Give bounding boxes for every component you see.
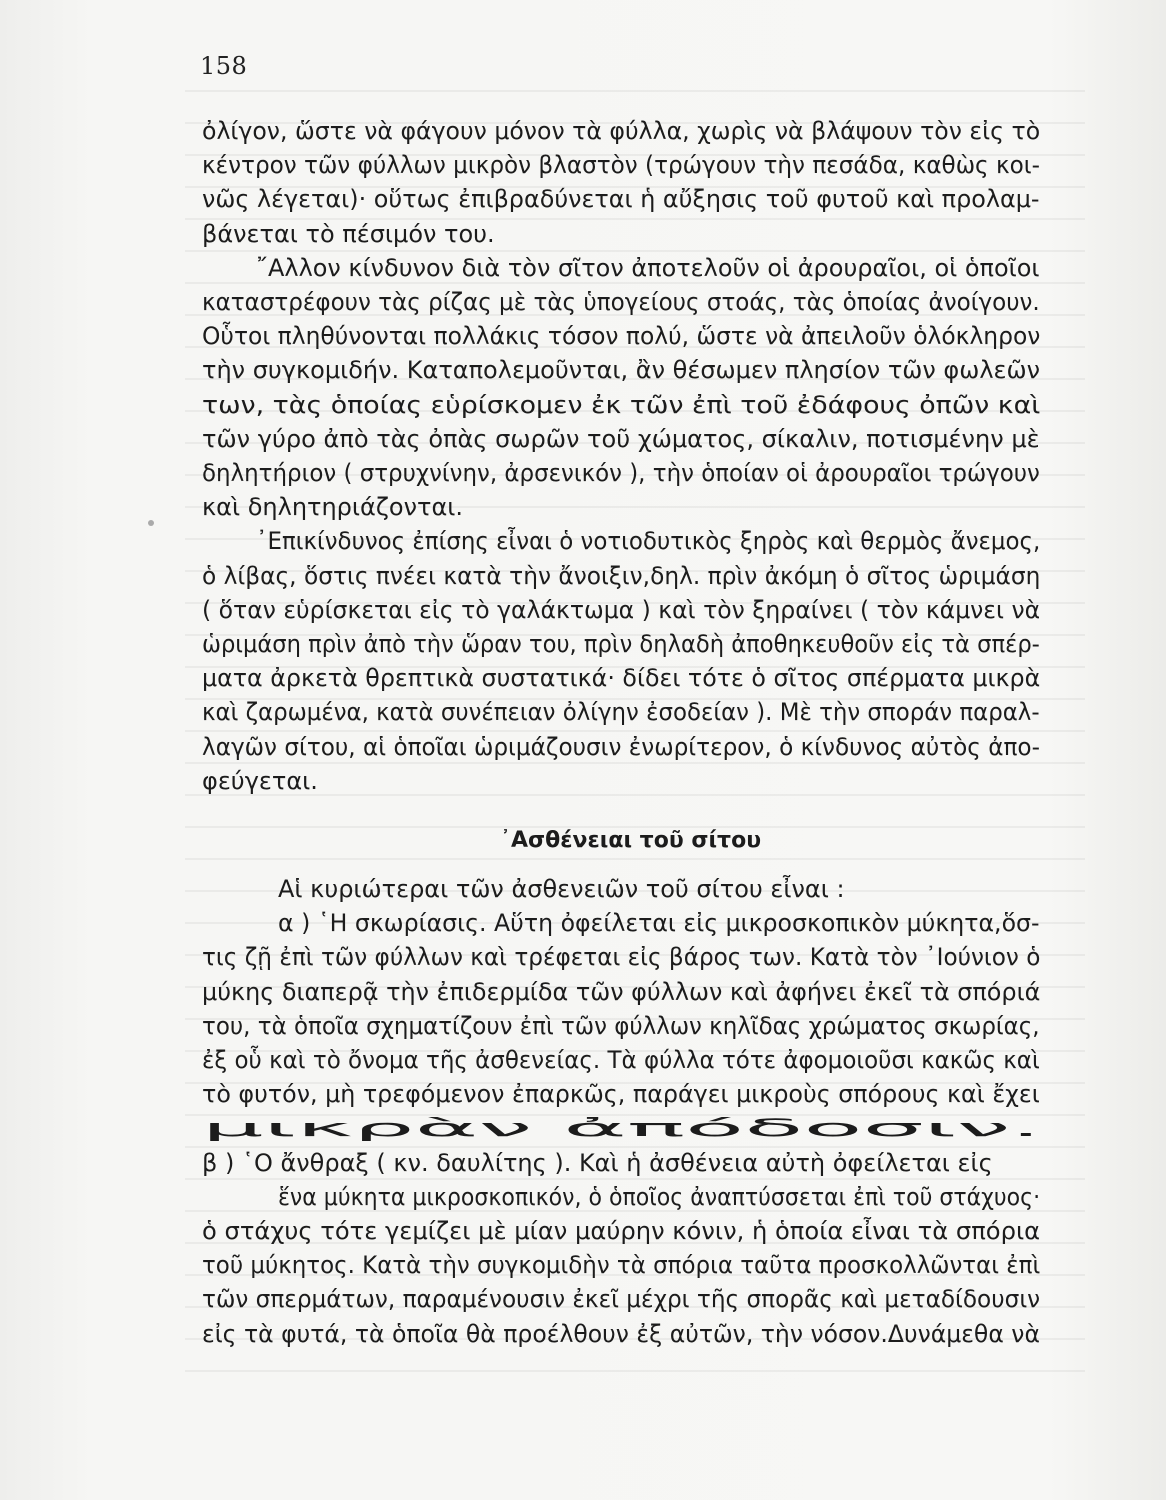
text-line: τὸ φυτόν, μὴ τρεφόμενον ἐπαρκῶς, παράγει μικροὺς σπόρους καὶ ἔχει xyxy=(202,1080,1040,1109)
text-line: δηλητήριον ( στρυχνίνην, ἀρσενικόν ), τὴν ὁποίαν οἱ ἀρουραῖοι τρώγουν xyxy=(202,459,1040,487)
text-line: του, τὰ ὁποῖα σχηματίζουν ἐπὶ τῶν φύλλων κηλῖδας χρώματος σκωρίας, xyxy=(202,1011,1040,1040)
margin-spot xyxy=(148,520,154,526)
page-number: 158 xyxy=(200,52,248,80)
text-line: τῶν γύρο ἀπὸ τὰς ὀπὰς σωρῶν τοῦ χώματος, σίκαλιν, ποτισμένην μὲ xyxy=(202,424,1040,453)
text-line: ὁ λίβας, ὅστις πνέει κατὰ τὴν ἄνοιξιν,δηλ. πρὶν ἀκόμη ὁ σῖτος ὡριμάση xyxy=(202,561,1041,590)
text-line: καταστρέφουν τὰς ρίζας μὲ τὰς ὑπογείους στοάς, τὰς ὁποίας ἀνοίγουν. xyxy=(202,288,1040,316)
text-line: μικρὰν ἀπόδοσιν. xyxy=(202,1114,1042,1143)
text-line: α ) ῾Η σκωρίασις. Αὕτη ὀφείλεται εἰς μικροσκοπικὸν μύκητα,ὅσ- xyxy=(278,909,1040,938)
text-line: Οὗτοι πληθύνονται πολλάκις τόσον πολύ, ὥστε νὰ ἀπειλοῦν ὁλόκληρον xyxy=(202,322,1041,351)
text-line: ἕνα μύκητα μικροσκοπικόν, ὁ ὁποῖος ἀναπτύσσεται ἐπὶ τοῦ στάχυος· xyxy=(278,1182,1041,1211)
text-line: τοῦ μύκητος. Κατὰ τὴν συγκομιδὴν τὰ σπόρια ταῦτα προσκολλῶνται ἐπὶ xyxy=(202,1251,1041,1280)
text-line: των, τὰς ὁποίας εὑρίσκομεν ἐκ τῶν ἐπὶ τοῦ ἐδάφους ὀπῶν καὶ xyxy=(202,390,1041,419)
text-line: φεύγεται. xyxy=(202,766,318,795)
text-line: εἰς τὰ φυτά, τὰ ὁποῖα θὰ προέλθουν ἐξ αὐτῶν, τὴν νόσον.Δυνάμεθα νὰ xyxy=(202,1319,1040,1348)
text-line: ᾿Επικίνδυνος ἐπίσης εἶναι ὁ νοτιοδυτικὸς ξηρὸς καὶ θερμὸς ἄνεμος, xyxy=(256,527,1041,556)
text-line: καὶ δηλητηριάζονται. xyxy=(202,493,464,522)
text-line: βάνεται τὸ πέσιμόν του. xyxy=(202,219,495,248)
text-line: ὁ στάχυς τότε γεμίζει μὲ μίαν μαύρην κόνιν, ἡ ὁποία εἶναι τὰ σπόρια xyxy=(202,1217,1041,1245)
text-line: ματα ἀρκετὰ θρεπτικὰ συστατικά· δίδει τότε ὁ σῖτος σπέρματα μικρὰ xyxy=(202,664,1041,693)
text-line: τὴν συγκομιδήν. Καταπολεμοῦνται, ἂν θέσωμεν πλησίον τῶν φωλεῶν xyxy=(202,356,1041,385)
text-line: ὡριμάση πρὶν ἀπὸ τὴν ὥραν του, πρὶν δηλαδὴ ἀποθηκευθοῦν εἰς τὰ σπέρ- xyxy=(202,630,1040,658)
text-line: κέντρον τῶν φύλλων μικρὸν βλαστὸν (τρώγουν τὴν πεσάδα, καθὼς κοι- xyxy=(202,151,1040,180)
text-line: β ) ῾Ο ἄνθραξ ( κν. δαυλίτης ). Καὶ ἡ ἀσθένεια αὐτὴ ὀφείλεται εἰς xyxy=(202,1148,993,1177)
text-line: νῶς λέγεται)· οὕτως ἐπιβραδύνεται ἡ αὔξησις τοῦ φυτοῦ καὶ προλαμ- xyxy=(202,185,1040,214)
text-line: ἐξ οὗ καὶ τὸ ὄνομα τῆς ἀσθενείας. Τὰ φύλλα τότε ἀφομοιοῦσι κακῶς καὶ xyxy=(202,1046,1040,1074)
text-line: μύκης διαπερᾷ τὴν ἐπιδερμίδα τῶν φύλλων καὶ ἀφήνει ἐκεῖ τὰ σπόριά xyxy=(202,977,1041,1006)
text-line: τις ζῇ ἐπὶ τῶν φύλλων καὶ τρέφεται εἰς βάρος των. Κατὰ τὸν ᾿Ιούνιον ὁ xyxy=(202,943,1041,972)
text-line: ( ὅταν εὑρίσκεται εἰς τὸ γαλάκτωμα ) καὶ τὸν ξηραίνει ( τὸν κάμνει νὰ xyxy=(202,595,1041,624)
section-heading: ᾿Ασθένειαι τοῦ σίτου xyxy=(500,828,762,853)
text-line: ὀλίγον, ὥστε νὰ φάγουν μόνον τὰ φύλλα, χωρὶς νὰ βλάψουν τὸν εἰς τὸ xyxy=(202,117,1041,145)
text-line: ῎Αλλον κίνδυνον διὰ τὸν σῖτον ἀποτελοῦν οἱ ἀρουραῖοι, οἱ ὁποῖοι xyxy=(256,253,1040,282)
text-line: λαγῶν σίτου, αἱ ὁποῖαι ὡριμάζουσιν ἐνωρίτερον, ὁ κίνδυνος αὐτὸς ἀπο- xyxy=(202,732,1040,761)
text-line: τῶν σπερμάτων, παραμένουσιν ἐκεῖ μέχρι τῆς σπορᾶς καὶ μεταδίδουσιν xyxy=(202,1285,1041,1314)
text-line: Αἱ κυριώτεραι τῶν ἀσθενειῶν τοῦ σίτου εἶναι : xyxy=(278,875,845,903)
text-line: καὶ ζαρωμένα, κατὰ συνέπειαν ὀλίγην ἐσοδείαν ). Μὲ τὴν σποράν παραλ- xyxy=(202,698,1040,727)
